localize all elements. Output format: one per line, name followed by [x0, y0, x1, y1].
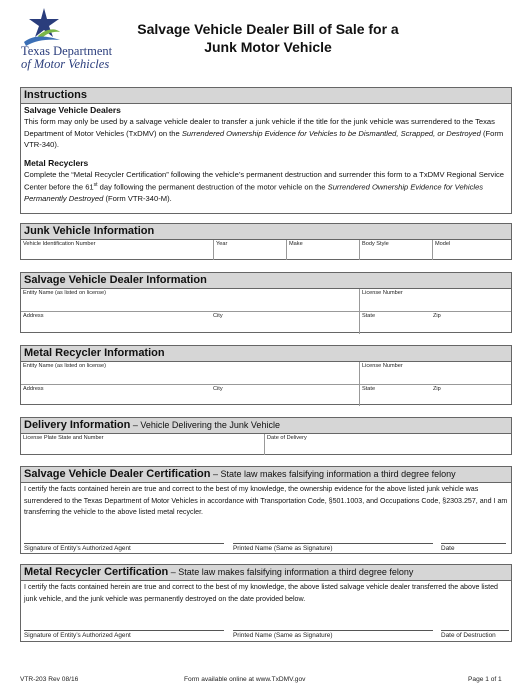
delivery-date-field[interactable]: Date of Delivery: [264, 434, 511, 455]
recycler-cert-heading: [21, 565, 511, 581]
form-title: [118, 20, 418, 56]
license-plate-field[interactable]: License Plate State and Number: [23, 435, 104, 441]
recycler-info-row1: [21, 362, 511, 384]
junk-vehicle-section: [20, 223, 512, 260]
dealers-text-italic: Surrendered Ownership Evidence for Vehicles to be Dismantled, Scrapped, or Destroyed: [181, 128, 481, 138]
delivery-heading-sub: – Vehicle Delivering the Junk Vehicle: [130, 420, 280, 430]
dealer-entity-field[interactable]: Entity Name (as listed on license): [23, 290, 107, 296]
form-id: VTR-203 Rev 08/16: [20, 676, 79, 683]
delivery-heading: [21, 418, 511, 434]
recycler-info-heading: Metal Recycler Information: [21, 346, 511, 362]
recyclers-paragraph: [24, 169, 508, 205]
recycler-cert-section: [20, 564, 512, 642]
online-availability: Form available online at www.TxDMV.gov: [184, 676, 306, 683]
dealer-state-field[interactable]: State: [359, 312, 431, 334]
recyclers-text-italic: Surrendered Ownership Evidence for Vehicles Permanently Destroyed: [24, 182, 484, 204]
delivery-row: [21, 434, 511, 455]
agency-name-line1: Texas Department: [21, 44, 113, 58]
title-line1: Salvage Vehicle Dealer Bill of Sale for a: [137, 21, 399, 37]
dealer-info-heading: Salvage Vehicle Dealer Information: [21, 273, 511, 289]
dealer-info-row2: [21, 311, 511, 334]
dealer-info-row1: [21, 289, 511, 311]
dealer-zip-field[interactable]: Zip: [433, 313, 441, 319]
dealer-date-line[interactable]: Date: [441, 543, 506, 552]
vin-field[interactable]: Vehicle Identification Number: [23, 241, 96, 247]
dealers-heading: Salvage Vehicle Dealers: [24, 105, 121, 115]
recyclers-sup: st: [93, 182, 98, 189]
dealer-cert-heading-sub: – State law makes falsifying information a third degree felony: [210, 469, 456, 479]
make-field[interactable]: Make: [286, 240, 359, 260]
recyclers-heading: Metal Recyclers: [24, 157, 89, 168]
model-field[interactable]: Model: [432, 240, 511, 260]
recycler-cert-text: I certify the facts contained herein are true and correct to the best of my knowledge, the above listed salvage vehicle dealer transferred the above listed junk vehicle, and the junk vehicle was permanently destroyed on the date provided below.: [24, 583, 498, 603]
dealer-address-field[interactable]: Address: [23, 313, 44, 319]
dealer-cert-text: I certify the facts contained herein are true and correct to the best of my knowledge, the ownership evidence for the above listed junk vehicle was surrendered to the Texas Department of Motor Vehicles in accordance with Transportation Code, §501.1003, and Occupations Code, §2303.257, and I am transferring the vehicle to the above listed metal recycler.: [24, 485, 508, 517]
recyclers-text-1: Complete the “Metal Recycler Certification” following the vehicle’s permanent destruction and surrender this form to a TxDMV Regional Service Center before the 61: [24, 170, 505, 192]
instructions-body: [21, 104, 511, 206]
instructions-heading: Instructions: [21, 88, 511, 104]
recycler-zip-field[interactable]: Zip: [433, 386, 441, 392]
dealer-city-field[interactable]: City: [213, 313, 223, 319]
recycler-address-field[interactable]: Address: [23, 386, 44, 392]
body-style-field[interactable]: Body Style: [359, 240, 432, 260]
dealer-printed-name-line[interactable]: Printed Name (Same as Signature): [233, 543, 433, 552]
dealers-paragraph: [24, 116, 508, 150]
destruction-date-line[interactable]: Date of Destruction: [441, 630, 509, 639]
recycler-cert-heading-sub: – State law makes falsifying information a third degree felony: [168, 567, 414, 577]
recycler-info-row2: [21, 384, 511, 406]
delivery-heading-text: Delivery Information: [24, 419, 131, 431]
dealer-info-section: [20, 272, 512, 333]
recycler-cert-heading-text: Metal Recycler Certification: [24, 566, 169, 578]
junk-vehicle-row: [21, 240, 511, 260]
recycler-city-field[interactable]: City: [213, 386, 223, 392]
agency-name-line2: of Motor Vehicles: [21, 57, 110, 71]
recyclers-text-3: (Form VTR-340-M).: [103, 194, 172, 204]
recycler-license-field[interactable]: License Number: [359, 362, 511, 384]
dealer-signature-line[interactable]: Signature of Entity’s Authorized Agent: [24, 543, 224, 552]
title-line2: Junk Motor Vehicle: [204, 39, 332, 55]
recycler-info-section: [20, 345, 512, 405]
recycler-state-field[interactable]: State: [359, 385, 431, 406]
recyclers-text-2: day following the permanent destruction of the motor vehicle on the: [97, 182, 328, 192]
page-number: Page 1 of 1: [468, 676, 502, 683]
recycler-signature-line[interactable]: Signature of Entity’s Authorized Agent: [24, 630, 224, 639]
dealers-text-2: (Form VTR-340).: [24, 128, 504, 150]
dealer-cert-heading: [21, 467, 511, 483]
dealer-cert-heading-text: Salvage Vehicle Dealer Certification: [24, 468, 211, 480]
recycler-printed-name-line[interactable]: Printed Name (Same as Signature): [233, 630, 433, 639]
instructions-section: [20, 87, 512, 214]
dealers-text-1: This form may only be used by a salvage vehicle dealer to transfer a junk vehicle if the title for the junk vehicle was surrendered to the Texas Department of Motor Vehicles (TxDMV) on the: [24, 117, 495, 138]
recycler-entity-field[interactable]: Entity Name (as listed on license): [23, 363, 107, 369]
dealer-license-field[interactable]: License Number: [359, 289, 511, 311]
year-field[interactable]: Year: [213, 240, 286, 260]
junk-vehicle-heading: Junk Vehicle Information: [21, 224, 511, 240]
dealer-cert-section: [20, 466, 512, 554]
delivery-section: [20, 417, 512, 455]
